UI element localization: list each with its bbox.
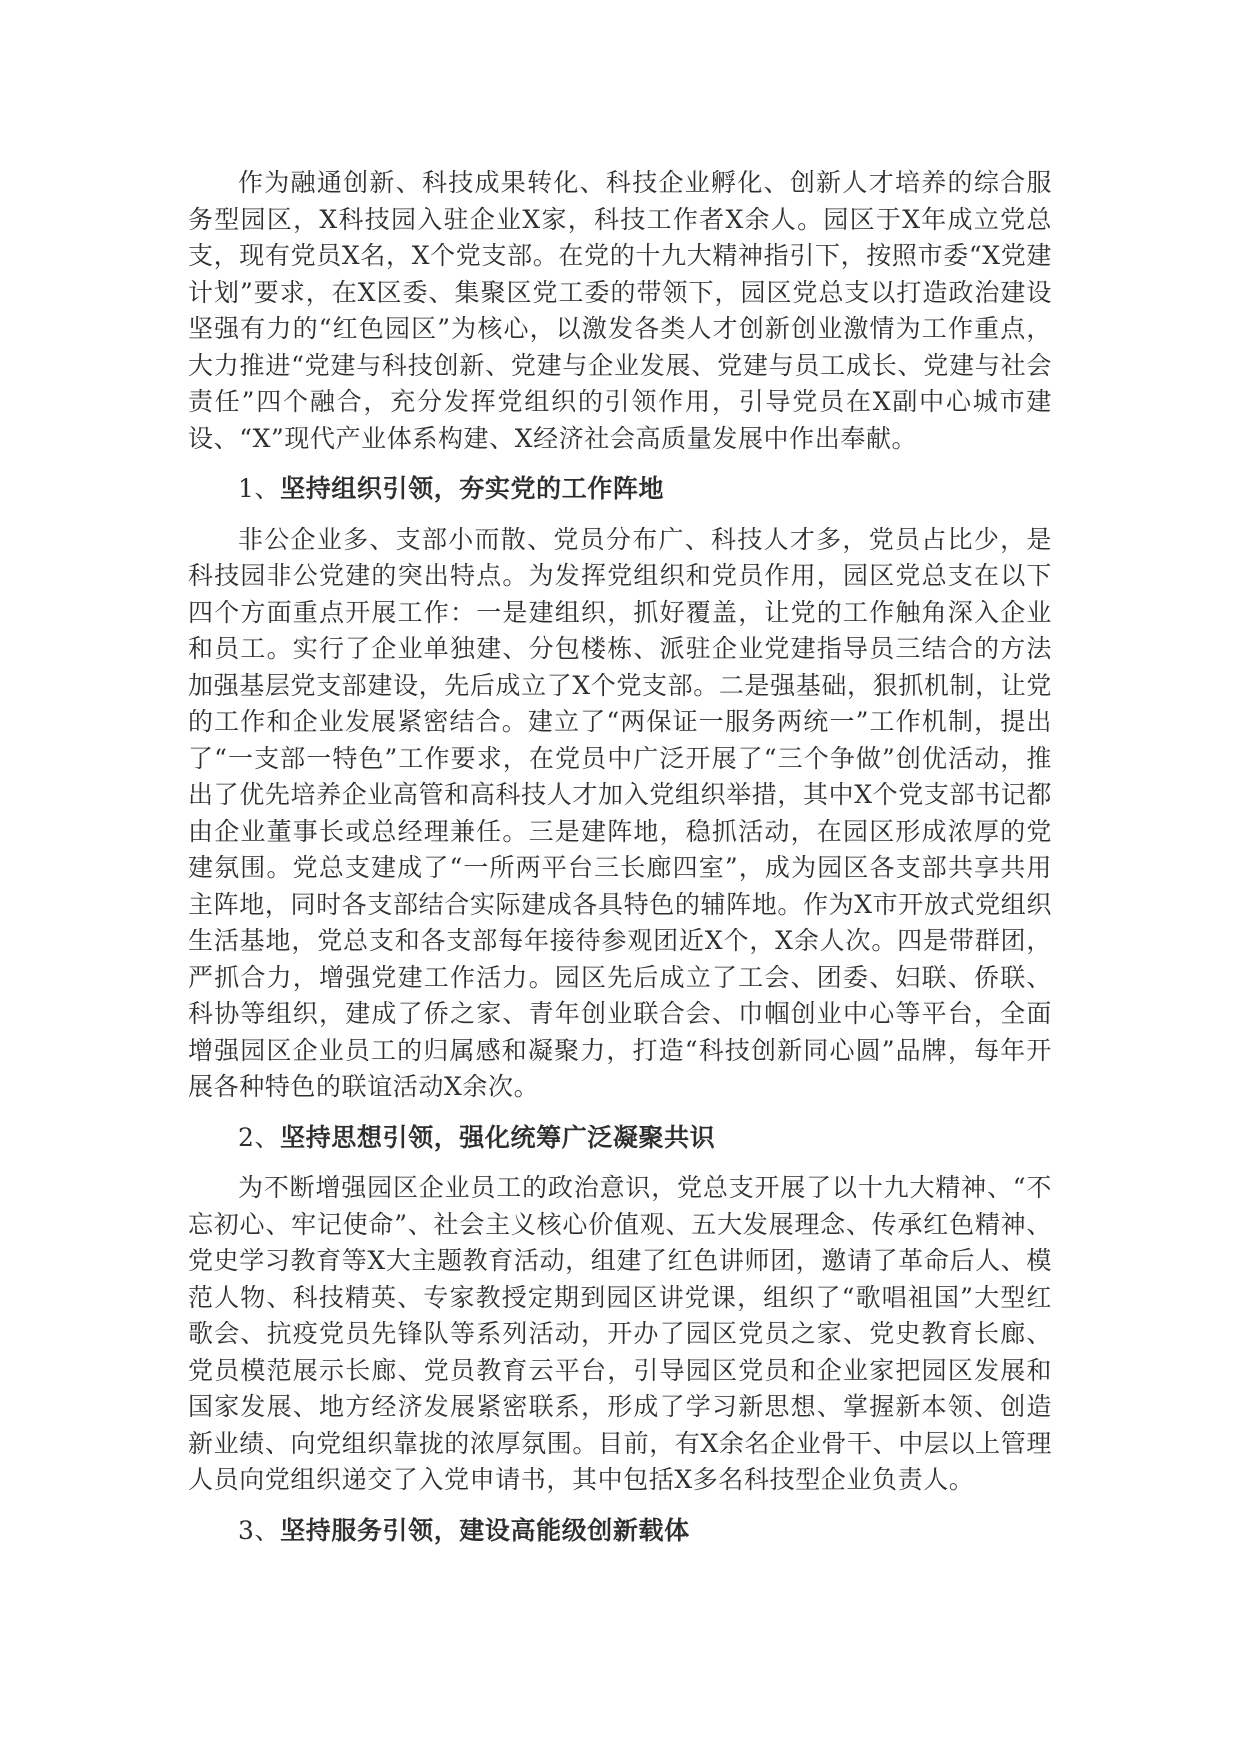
intro-paragraph: 作为融通创新、科技成果转化、科技企业孵化、创新人才培养的综合服务型园区，X科技园入驻企业X家，科技工作者X余人。园区于X年成立党总支，现有党员X名，X个党支部。在党的十九大精神指引下，按照市委“X党建计划”要求，在X区委、集聚区党工委的带领下，园区党总支以打造政治建设坚强有力的“红色园区”为核心，以激发各类人才创新创业激情为工作重点，大力推进“党建与科技创新、党建与企业发展、党建与员工成长、党建与社会责任”四个融合，充分发挥党组织的引领作用，引导党员在X副中心城市建设、“X”现代产业体系构建、X经济社会高质量发展中作出奉献。 xyxy=(188,168,1052,453)
section-heading-2 xyxy=(188,1120,1052,1157)
document-page xyxy=(188,165,1052,1563)
heading-number: 2、 xyxy=(238,1122,281,1152)
section-heading-1 xyxy=(188,471,1052,508)
heading-title: 坚持思想引领，强化统筹广泛凝聚共识 xyxy=(280,1122,716,1152)
heading-title: 坚持服务引领，建设高能级创新载体 xyxy=(280,1515,690,1545)
section-2-paragraph: 为不断增强园区企业员工的政治意识，党总支开展了以十九大精神、“不忘初心、牢记使命”、社会主义核心价值观、五大发展理念、传承红色精神、党史学习教育等X大主题教育活动，组建了红色讲师团，邀请了革命后人、模范人物、科技精英、专家教授定期到园区讲党课，组织了“歌唱祖国”大型红歌会、抗疫党员先锋队等系列活动，开办了园区党员之家、党史教育长廊、党员模范展示长廊、党员教育云平台，引导园区党员和企业家把园区发展和国家发展、地方经济发展紧密联系，形成了学习新思想、掌握新本领、创造新业绩、向党组织靠拢的浓厚氛围。目前，有X余名企业骨干、中层以上管理人员向党组织递交了入党申请书，其中包括X多名科技型企业负责人。 xyxy=(188,1173,1052,1494)
section-heading-3 xyxy=(188,1513,1052,1550)
heading-number: 3、 xyxy=(238,1515,281,1545)
section-1-paragraph: 非公企业多、支部小而散、党员分布广、科技人才多，党员占比少，是科技园非公党建的突出特点。为发挥党组织和党员作用，园区党总支在以下四个方面重点开展工作：一是建组织，抓好覆盖，让党的工作触角深入企业和员工。实行了企业单独建、分包楼栋、派驻企业党建指导员三结合的方法加强基层党支部建设，先后成立了X个党支部。二是强基础，狠抓机制，让党的工作和企业发展紧密结合。建立了“两保证一服务两统一”工作机制，提出了“一支部一特色”工作要求，在党员中广泛开展了“三个争做”创优活动，推出了优先培养企业高管和高科技人才加入党组织举措，其中X个党支部书记都由企业董事长或总经理兼任。三是建阵地，稳抓活动，在园区形成浓厚的党建氛围。党总支建成了“一所两平台三长廊四室”，成为园区各支部共享共用主阵地，同时各支部结合实际建成各具特色的辅阵地。作为X市开放式党组织生活基地，党总支和各支部每年接待参观团近X个，X余人次。四是带群团，严抓合力，增强党建工作活力。园区先后成立了工会、团委、妇联、侨联、科协等组织，建成了侨之家、青年创业联合会、巾帼创业中心等平台，全面增强园区企业员工的归属感和凝聚力，打造“科技创新同心圆”品牌，每年开展各种特色的联谊活动X余次。 xyxy=(188,524,1052,1101)
heading-number: 1、 xyxy=(238,474,281,503)
heading-title: 坚持组织引领，夯实党的工作阵地 xyxy=(280,474,665,503)
